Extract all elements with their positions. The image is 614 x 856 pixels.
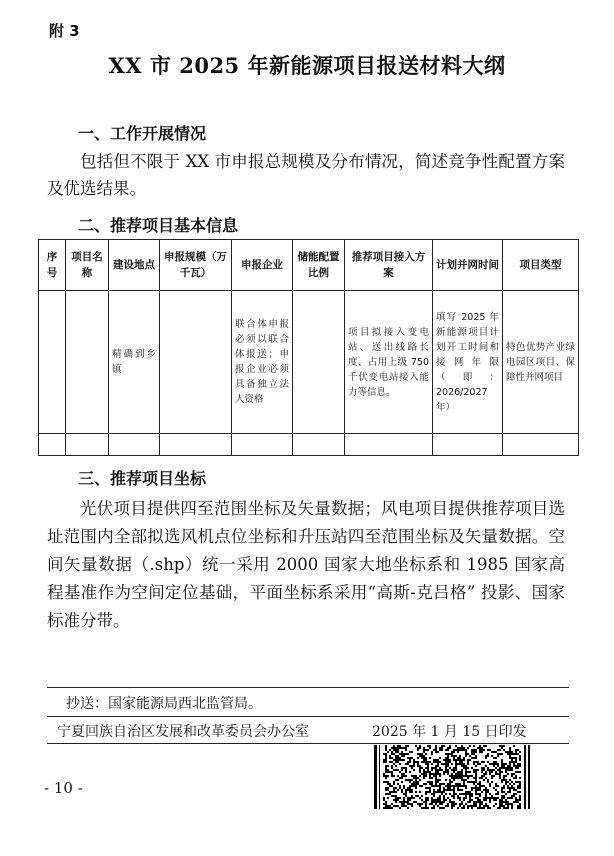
footer-divider-bottom xyxy=(47,743,569,744)
table-cell-text: 项目拟接入变电站、送出线路长度、占用上级 750 千伏变电站接入能力等信息。 xyxy=(348,326,429,398)
table-header-cell: 建设地点 xyxy=(109,240,160,291)
table-header-cell: 申报规模（万千瓦） xyxy=(160,240,232,291)
table-cell-text: 联合体申报必须以联合体报送；申报企业必须具备独立法人资格 xyxy=(235,319,289,405)
issuing-office: 宁夏回族自治区发展和改革委员会办公室 xyxy=(57,724,309,740)
table-row xyxy=(39,291,579,434)
page-number: - 10 - xyxy=(44,779,83,797)
section3-body: 光伏项目提供四至范围坐标及矢量数据；风电项目提供推荐项目选址范围内全部拟选风机点位坐标和升压站四至范围坐标及矢量数据。空间矢量数据（.shp）统一采用 2000 国家大地坐标系和 1985 国家高程基准作为空间定位基础，平面坐标系采用“高斯-克吕格” 投影、国家标准分带。 xyxy=(47,499,565,630)
footer-divider-middle xyxy=(47,716,569,717)
section1-heading: 一、工作开展情况 xyxy=(78,124,207,143)
table-header-cell: 项目名称 xyxy=(66,240,109,291)
table-cell-text: 特色优势产业绿电园区项目、保障性并网项目 xyxy=(506,341,575,383)
table-cell xyxy=(109,291,160,434)
issue-date: 2025 年 1 月 15 日印发 xyxy=(372,724,527,740)
table-cell xyxy=(39,291,66,434)
footer-divider-top xyxy=(47,687,569,688)
table-header-cell: 项目类型 xyxy=(503,240,579,291)
document-title: XX 市 2025 年新能源项目报送材料大纲 xyxy=(108,53,506,78)
table-header-cell: 储能配置比例 xyxy=(293,240,345,291)
barcode-image xyxy=(374,745,530,809)
section1-body: 包括但不限于 XX 市申报总规模及分布情况，简述竞争性配置方案及优选结果。 xyxy=(47,152,565,198)
table-cell xyxy=(433,291,503,434)
table-header-cell: 序号 xyxy=(39,240,66,291)
table-header-cell: 计划并网时间 xyxy=(433,240,503,291)
table-header-cell: 申报企业 xyxy=(232,240,293,291)
section2-heading: 二、推荐项目基本信息 xyxy=(78,216,239,235)
project-info-table xyxy=(38,239,579,456)
table-cell xyxy=(345,291,433,434)
table-cell xyxy=(66,291,109,434)
table-cell xyxy=(293,291,345,434)
section3-heading: 三、推荐项目坐标 xyxy=(78,469,207,488)
table-cell xyxy=(160,291,232,434)
cc-recipients: 抄送：国家能源局西北监管局。 xyxy=(66,696,262,712)
attachment-label: 附 3 xyxy=(49,22,80,40)
table-header-cell: 推荐项目接入方案 xyxy=(345,240,433,291)
table-cell xyxy=(503,291,579,434)
table-header-row xyxy=(39,240,579,291)
table-row-empty xyxy=(39,434,579,456)
table-cell xyxy=(232,291,293,434)
table-cell-text: 填写 2025 年新能源项目计划开工时间和接网年限（即：2026/2027 年） xyxy=(436,311,499,413)
table-cell-text: 精确到乡镇 xyxy=(112,349,156,375)
